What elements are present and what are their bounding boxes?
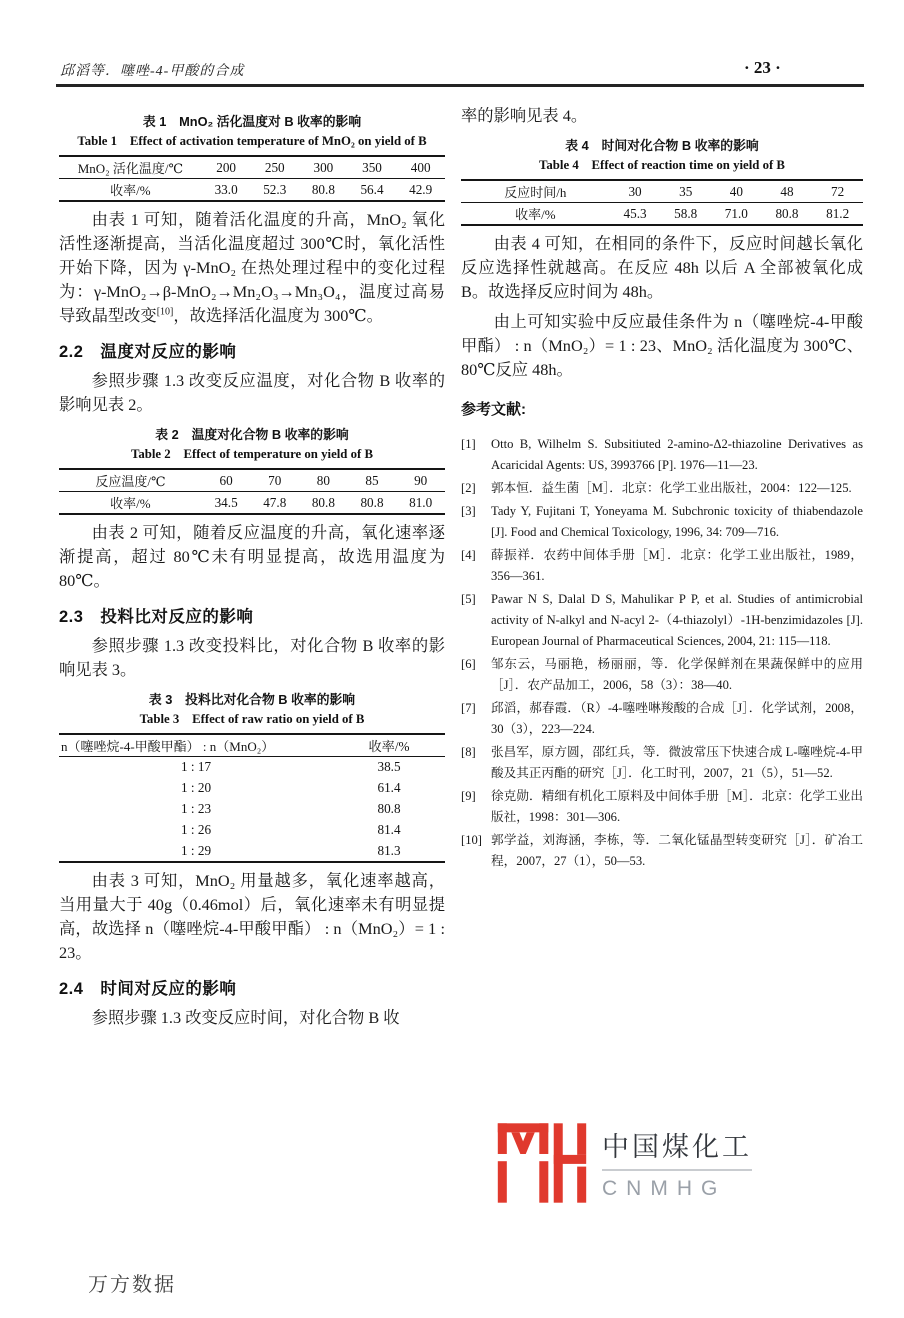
table-row [59, 757, 445, 778]
table-cell: 81.0 [409, 494, 433, 510]
reference-text: 邱滔，郝春霞．（R）-4-噻唑啉羧酸的合成［J］．化学试剂，2008，30（3），223—224. [491, 701, 863, 736]
table-cell: 61.4 [377, 780, 401, 795]
table-cell: 80.8 [360, 494, 384, 510]
table-cell: 71.0 [724, 205, 748, 221]
table-row [59, 799, 445, 820]
table-cell: 85 [348, 469, 397, 492]
table-row [59, 778, 445, 799]
reference-item [461, 545, 863, 587]
reference-number: [3] [461, 504, 476, 518]
table-cell: 1 : 23 [181, 801, 212, 816]
table-cell: 35 [660, 180, 711, 203]
table-cell: 72 [812, 180, 863, 203]
table4 [461, 179, 863, 226]
reference-item [461, 698, 863, 740]
table-cell: 56.4 [360, 181, 384, 197]
reference-item [461, 830, 863, 872]
table-cell: MnO₂ 活化温度/℃ [59, 156, 202, 179]
table-row [59, 179, 445, 202]
table-cell: 收率/% [515, 207, 556, 222]
table-cell: 45.3 [623, 205, 647, 221]
table2-caption-en: Table 2 Effect of temperature on yield of B [130, 447, 374, 461]
table-cell: 40 [711, 180, 762, 203]
reference-item [461, 478, 863, 499]
reference-item [461, 501, 863, 543]
table-cell: 52.3 [263, 181, 287, 197]
wanfang-data-watermark: 万方数据 [88, 1274, 176, 1296]
table2-caption-cn: 表 2 温度对化合物 B 收率的影响 [155, 427, 349, 442]
table-cell: 1 : 26 [181, 822, 212, 837]
reference-item [461, 786, 863, 828]
reference-text: 邹东云，马丽艳，杨丽丽，等．化学保鲜剂在果蔬保鲜中的应用［J］．农产品加工，2006，58（3）：38—40. [491, 657, 863, 692]
table-cell: 80.8 [377, 801, 401, 816]
reference-number: [9] [461, 789, 476, 803]
reference-item [461, 589, 863, 652]
reference-text: 郭本恒．益生菌［M］．北京：化学工业出版社，2004：122—125. [491, 481, 852, 495]
left-column [59, 104, 445, 1030]
paragraph-text: ，故选择活化温度为 300℃。 [173, 306, 383, 325]
table-cell: 1 : 29 [181, 842, 212, 858]
cnmhg-logo-text [602, 1125, 752, 1201]
table-cell: 收率/% [110, 183, 151, 198]
logo-latin-name: CNMHG [602, 1177, 727, 1200]
table-cell: 1 : 17 [181, 759, 212, 775]
paragraph-table3-discussion: 由表 3 可知，MnO₂ 用量越多，氧化速率越高，当用量大于 40g（0.46mol）后，氧化速率未有明显提高，故选择 n（噻唑烷-4-甲酸甲酯） : n（MnO₂）= 1 : 23。 [59, 870, 445, 962]
table-row [59, 156, 445, 179]
section-heading-2-4: 2.4 时间对反应的影响 [59, 979, 237, 998]
paragraph-table2-discussion: 由表 2 可知，随着反应温度的升高，氧化速率逐渐提高，超过 80℃未有明显提高，故选用温度为 80℃。 [59, 523, 445, 590]
references-heading: 参考文献: [461, 401, 526, 418]
table-cell: 81.3 [377, 842, 401, 858]
table-cell: 81.2 [826, 205, 850, 221]
paragraph-text: 由表 1 可知，随着活化温度的升高，MnO₂ 氧化活性逐渐提高，当活化温度超过 300℃时，氧化活性开始下降，因为 γ-MnO₂ 在热处理过程中的变化过程为：γ-MnO₂→β-MnO₂→Mn₂O₃→Mn₃O₄，温度过高易导致晶型改变 [59, 210, 445, 325]
table-row [461, 180, 863, 203]
table-cell: 47.8 [263, 494, 287, 510]
reference-text: 徐克勋．精细有机化工原料及中间体手册［M］．北京：化学工业出版社，1998：301—306. [491, 789, 863, 824]
right-column [461, 104, 863, 874]
table-cell: 80.8 [775, 205, 799, 221]
table-cell: 34.5 [214, 494, 238, 510]
references-list [461, 434, 863, 872]
table-row [59, 469, 445, 492]
reference-number: [2] [461, 481, 476, 495]
reference-number: [1] [461, 437, 476, 451]
running-title: 邱滔等．噻唑-4-甲酸的合成 [60, 64, 245, 79]
paragraph-2-3-intro: 参照步骤 1.3 改变投料比，对化合物 B 收率的影响见表 3。 [59, 636, 445, 679]
reference-number: [10] [461, 833, 482, 847]
table-cell: 60 [202, 469, 251, 492]
table-cell: 81.4 [377, 822, 401, 837]
table2 [59, 468, 445, 515]
table-row [461, 203, 863, 226]
table-cell: 80.8 [311, 494, 335, 510]
logo-chinese-name: 中国煤化工 [602, 1132, 752, 1162]
table-cell: 200 [202, 156, 251, 179]
table-cell: 48 [762, 180, 813, 203]
table-row [59, 734, 445, 757]
table-cell: 250 [250, 156, 299, 179]
page-number: · 23 · [744, 58, 781, 77]
reference-text: 张昌军，原方圆，邵红兵，等．微波常压下快速合成 L-噻唑烷-4-甲酸及其正丙酯的研究［J］．化工时刊，2007，21（5），51—52. [491, 745, 863, 780]
table-row [59, 492, 445, 515]
table-cell: 58.8 [674, 205, 698, 221]
table-cell: 90 [396, 469, 445, 492]
table-cell: 1 : 20 [181, 780, 212, 795]
cnmhg-logo-mark-icon [496, 1120, 588, 1206]
paragraph-table4-discussion: 由表 4 可知，在相同的条件下，反应时间越长氧化反应选择性就越高。在反应 48h 以后 A 全部被氧化成 B。故选择反应时间为 48h。 [461, 234, 863, 301]
table-cell: 350 [348, 156, 397, 179]
table-cell: 反应时间/h [461, 180, 610, 203]
table1-caption-cn: 表 1 MnO₂ 活化温度对 B 收率的影响 [142, 114, 362, 129]
reference-text: 薛振祥．农药中间体手册［M］．北京：化学工业出版社，1989，356—361. [491, 548, 863, 583]
table-cell: 收率/% [110, 496, 151, 511]
reference-number: [6] [461, 657, 476, 671]
citation-superscript: [10] [156, 306, 174, 318]
table-cell: 38.5 [377, 759, 401, 775]
table-row [59, 820, 445, 841]
table-cell: 30 [610, 180, 661, 203]
reference-item [461, 434, 863, 476]
reference-item [461, 654, 863, 696]
table-cell: 400 [396, 156, 445, 179]
section-heading-2-2: 2.2 温度对反应的影响 [59, 343, 237, 361]
table3-caption-cn: 表 3 投料比对化合物 B 收率的影响 [148, 692, 356, 707]
reference-text: Pawar N S, Dalal D S, Mahulikar P P, et al. Studies of antimicrobial activity of N-alkyl and N-acyl 2-（4-thiazolyl）-1H-benzimidazoles [J]. European Journal of Pharmaceutical Sciences, 2004, 21: 115—118. [491, 592, 863, 648]
table3-caption-en: Table 3 Effect of raw ratio on yield of B [139, 712, 365, 726]
table-cell: 70 [250, 469, 299, 492]
table1-caption-en: Table 1 Effect of activation temperature of MnO₂ on yield of B [77, 134, 427, 148]
table-cell: 300 [299, 156, 348, 179]
table-cell: 80 [299, 469, 348, 492]
paragraph-table1-discussion [59, 208, 445, 328]
table4-caption-cn: 表 4 时间对化合物 B 收率的影响 [565, 138, 759, 153]
table-cell: 80.8 [311, 181, 335, 197]
paragraph-2-4-intro: 参照步骤 1.3 改变反应时间，对化合物 B 收 [91, 1007, 400, 1027]
reference-text: Otto B, Wilhelm S. Subsitiuted 2-amino-Δ2-thiazoline Derivatives as Acaricidal Agents: US, 3993766 [P]. 1976—11—23. [491, 437, 863, 472]
cnmhg-logo [496, 1120, 752, 1206]
header-rule [56, 84, 864, 87]
table-row [59, 841, 445, 862]
paragraph-2-2-intro: 参照步骤 1.3 改变反应温度，对化合物 B 收率的影响见表 2。 [59, 371, 445, 414]
table-cell: 收率/% [333, 734, 445, 757]
reference-number: [8] [461, 745, 476, 759]
paragraph-continuation: 率的影响见表 4。 [461, 106, 588, 125]
logo-divider [602, 1169, 752, 1171]
table4-caption-en: Table 4 Effect of reaction time on yield of B [539, 158, 785, 172]
reference-text: 郭学益，刘海涵，李栋，等．二氧化锰晶型转变研究［J］．矿冶工程，2007，27（1），50—53. [491, 833, 863, 868]
table3 [59, 733, 445, 863]
reference-text: Tady Y, Fujitani T, Yoneyama M. Subchronic toxicity of thiabendazole [J]. Food and Chemical Toxicology, 1996, 34: 709—716. [491, 504, 863, 539]
table-cell: 反应温度/℃ [59, 469, 202, 492]
table1 [59, 155, 445, 202]
reference-number: [4] [461, 548, 476, 562]
table-cell: 42.9 [409, 181, 433, 197]
paragraph-conclusion: 由上可知实验中反应最佳条件为 n（噻唑烷-4-甲酸甲酯） : n（MnO₂）= 1 : 23、MnO₂ 活化温度为 300℃、80℃反应 48h。 [461, 312, 863, 379]
reference-number: [5] [461, 592, 476, 606]
reference-item [461, 742, 863, 784]
table-cell: n（噻唑烷-4-甲酸甲酯） : n（MnO₂） [59, 734, 333, 757]
table-cell: 33.0 [214, 181, 238, 197]
reference-number: [7] [461, 701, 476, 715]
section-heading-2-3: 2.3 投料比对反应的影响 [59, 608, 254, 626]
